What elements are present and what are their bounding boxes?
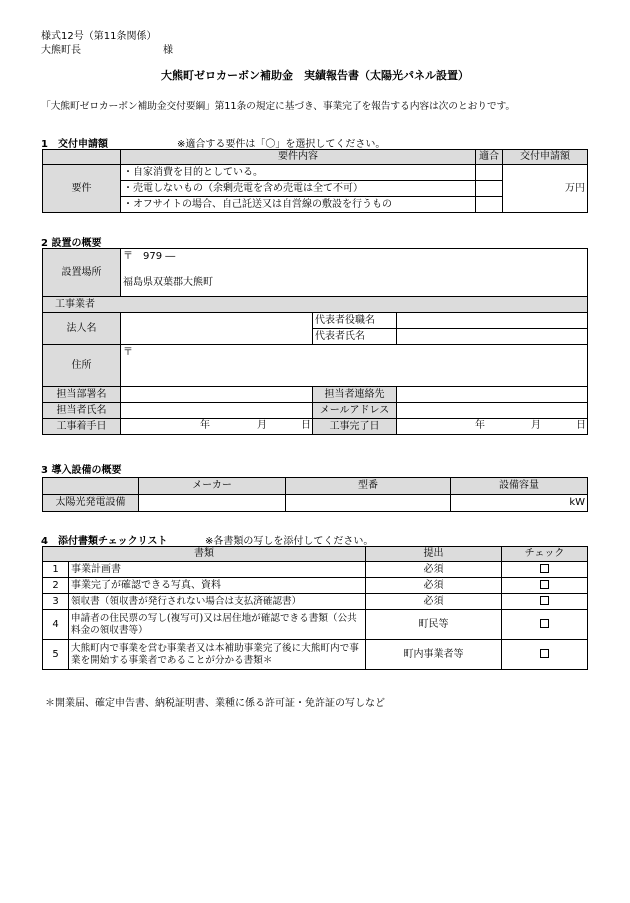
location-address: 福島県双葉郡大熊町 (123, 276, 213, 288)
equipment-label: 太陽光発電設備 (43, 495, 139, 512)
section1-note: ※適合する要件は「〇」を選択してください。 (177, 139, 386, 150)
doc-number: 1 (43, 562, 69, 578)
requirement-item: ・売電しないもの（余剰売電を含め売電は全て不可） (121, 181, 476, 197)
match-cell[interactable] (476, 181, 503, 197)
maker-field[interactable] (139, 495, 286, 512)
checklist-row (43, 640, 588, 670)
checkbox[interactable] (540, 619, 549, 628)
col-requirements: 要件内容 (121, 150, 476, 165)
person-label: 担当者氏名 (43, 403, 121, 419)
amount-unit: 万円 (565, 182, 585, 194)
contractor-label: 工事業者 (43, 297, 588, 313)
rep-title-label: 代表者役職名 (313, 313, 397, 329)
checklist-row (43, 594, 588, 610)
location-postal: 〒 979 ― (123, 251, 176, 262)
doc-submit: 必須 (366, 594, 502, 610)
col-check: チェック (502, 547, 588, 562)
end-date-label: 工事完了日 (313, 419, 397, 435)
section2-table (42, 248, 588, 435)
capacity-field[interactable] (451, 495, 588, 512)
doc-submit: 必須 (366, 562, 502, 578)
addressee-suffix: 様 (163, 45, 173, 56)
end-date-field[interactable]: 年 月 日 (397, 419, 588, 435)
doc-number: 2 (43, 578, 69, 594)
amount-field[interactable] (503, 165, 588, 213)
doc-name: 事業計画書 (69, 562, 366, 578)
requirement-item: ・自家消費を目的としている。 (121, 165, 476, 181)
section2-heading: 2 設置の概要 (41, 238, 102, 249)
addressee: 大熊町長 (41, 45, 81, 56)
doc-number: 4 (43, 610, 69, 640)
col-capacity: 設備容量 (451, 478, 588, 495)
checkbox[interactable] (540, 564, 549, 573)
location-label: 設置場所 (43, 249, 121, 297)
checklist-row (43, 562, 588, 578)
requirement-item: ・オフサイトの場合、自己託送又は自営線の敷設を行うもの (121, 197, 476, 213)
requirements-label: 要件 (43, 165, 121, 213)
address-postal: 〒 (123, 347, 133, 358)
email-field[interactable] (397, 403, 588, 419)
checkbox[interactable] (540, 580, 549, 589)
section3-table (42, 477, 588, 512)
footnote: ＊開業届、確定申告書、納税証明書、業種に係る許可証・免許証の写しなど (45, 698, 385, 709)
section3-heading: 3 導入設備の概要 (41, 465, 122, 476)
checklist-row (43, 578, 588, 594)
doc-submit: 町内事業者等 (366, 640, 502, 670)
checkbox[interactable] (540, 596, 549, 605)
form-number: 様式12号（第11条関係） (41, 31, 157, 42)
page-title: 大熊町ゼロカーボン補助金 実績報告書（太陽光パネル設置） (161, 69, 469, 82)
col-model: 型番 (286, 478, 451, 495)
rep-name-label: 代表者氏名 (313, 329, 397, 345)
section4-note: ※各書類の写しを添付してください。 (205, 536, 374, 547)
start-date-label: 工事着手日 (43, 419, 121, 435)
start-date-field[interactable]: 年 月 日 (121, 419, 313, 435)
corp-name-label: 法人名 (43, 313, 121, 345)
section4-table (42, 546, 588, 670)
section1-table (42, 149, 588, 213)
capacity-unit: kW (569, 497, 585, 509)
col-submit: 提出 (366, 547, 502, 562)
intro-text: 「大熊町ゼロカーボン補助金交付要綱」第11条の規定に基づき、事業完了を報告する内容は次のとおりです。 (41, 101, 516, 112)
dept-field[interactable] (121, 387, 313, 403)
match-cell[interactable] (476, 165, 503, 181)
contact-field[interactable] (397, 387, 588, 403)
contact-label: 担当者連絡先 (313, 387, 397, 403)
section4-heading: 4 添付書類チェックリスト (41, 536, 168, 547)
rep-name-field[interactable] (397, 329, 588, 345)
doc-name: 事業完了が確認できる写真、資料 (69, 578, 366, 594)
doc-name: 大熊町内で事業を営む事業者又は本補助事業完了後に大熊町内で事業を開始する事業者であることが分かる書類＊ (69, 640, 366, 670)
section1-heading: 1 交付申請額 (41, 139, 108, 150)
match-cell[interactable] (476, 197, 503, 213)
corp-name-field[interactable] (121, 313, 313, 345)
checklist-row (43, 610, 588, 640)
doc-number: 5 (43, 640, 69, 670)
model-field[interactable] (286, 495, 451, 512)
address-field[interactable] (121, 345, 588, 387)
doc-name: 申請者の住民票の写し(複写可)又は居住地が確認できる書類（公共料金の領収書等） (69, 610, 366, 640)
doc-number: 3 (43, 594, 69, 610)
location-field[interactable] (121, 249, 588, 297)
col-docs: 書類 (43, 547, 366, 562)
address-label: 住所 (43, 345, 121, 387)
col-maker: メーカー (139, 478, 286, 495)
doc-submit: 必須 (366, 578, 502, 594)
person-field[interactable] (121, 403, 313, 419)
email-label: メールアドレス (313, 403, 397, 419)
rep-title-field[interactable] (397, 313, 588, 329)
checkbox[interactable] (540, 649, 549, 658)
dept-label: 担当部署名 (43, 387, 121, 403)
col-match: 適合 (476, 150, 503, 165)
col-amount: 交付申請額 (503, 150, 588, 165)
doc-submit: 町民等 (366, 610, 502, 640)
doc-name: 領収書（領収書が発行されない場合は支払済確認書） (69, 594, 366, 610)
